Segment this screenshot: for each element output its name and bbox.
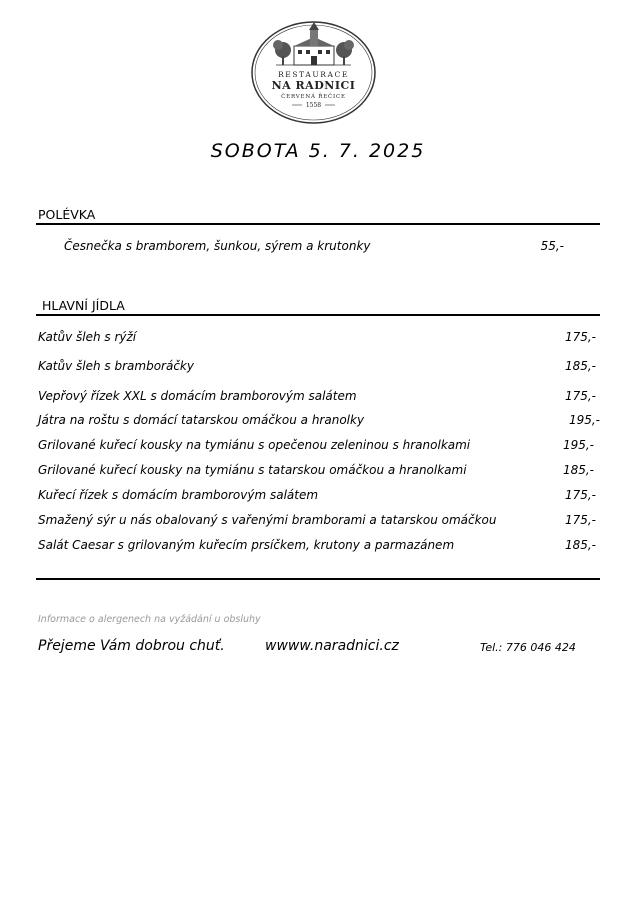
logo-line-name: NA RADNICI [271, 79, 356, 92]
mains-divider [36, 314, 600, 316]
logo-line-restaurace: RESTAURACE [278, 70, 349, 79]
menu-item-price: 175,- [564, 513, 596, 527]
menu-item-price: 195,- [568, 413, 600, 427]
menu-item-name: Kuřecí řízek s domácím bramborovým salátem [38, 488, 319, 502]
menu-item-name: Játra na roštu s domácí tatarskou omáčkou a hranolky [38, 413, 365, 427]
menu-item-name: Grilované kuřecí kousky na tymiánu s opečenou zeleninou s hranolkami [38, 438, 471, 452]
menu-item-name: Grilované kuřecí kousky na tymiánu s tatarskou omáčkou a hranolkami [38, 463, 467, 477]
footer-phone: Tel.: 776 046 424 [480, 641, 576, 654]
menu-item-price: 175,- [564, 488, 596, 502]
menu-item-name: Smažený sýr u nás obalovaný s vařenými bramborami a tatarskou omáčkou [38, 513, 497, 527]
menu-item-name: Salát Caesar s grilovaným kuřecím prsíčkem, krutony a parmazánem [38, 538, 455, 552]
menu-item-price: 55,- [540, 239, 564, 253]
allergen-note: Informace o alergenech na vyžádání u obsluhy [38, 614, 261, 625]
footer-website: wwww.naradnici.cz [265, 638, 399, 654]
menu-item-name: Katův šleh s rýží [38, 330, 137, 344]
restaurant-logo [250, 20, 377, 125]
footer-wish: Přejeme Vám dobrou chuť. [38, 638, 225, 654]
logo-line-town: ČERVENÁ ŘEČICE [281, 94, 346, 100]
menu-item-name: Katův šleh s bramboráčky [38, 359, 194, 373]
soup-heading: POLÉVKA [38, 207, 96, 222]
menu-item-price: 185,- [564, 359, 596, 373]
menu-item-price: 175,- [564, 330, 596, 344]
mains-heading: HLAVNÍ JÍDLA [42, 298, 125, 313]
menu-item-name: Vepřový řízek XXL s domácím bramborovým salátem [38, 389, 357, 403]
menu-item-name: Česnečka s bramborem, šunkou, sýrem a krutonky [64, 239, 371, 253]
menu-item-price: 175,- [564, 389, 596, 403]
menu-item-price: 185,- [564, 538, 596, 552]
menu-item-price: 185,- [562, 463, 594, 477]
bottom-divider [36, 578, 600, 580]
menu-date: SOBOTA 5. 7. 2025 [210, 140, 426, 162]
logo-line-year: 1558 [305, 102, 322, 109]
soup-divider [36, 223, 600, 225]
menu-item-price: 195,- [562, 438, 594, 452]
